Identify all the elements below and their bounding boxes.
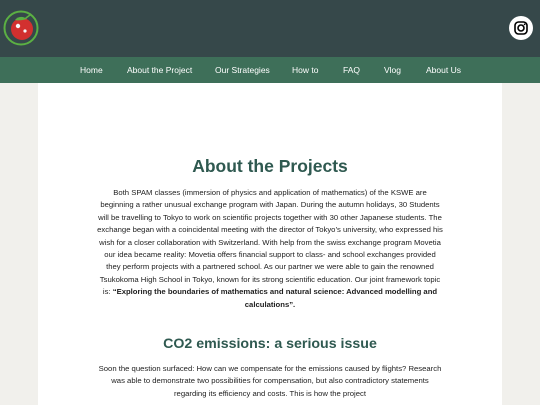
nav-item-home[interactable]: Home bbox=[80, 65, 103, 75]
main-nav bbox=[0, 57, 540, 83]
nav-item-faq[interactable]: FAQ bbox=[343, 65, 361, 75]
content-panel bbox=[38, 83, 502, 405]
instagram-icon[interactable] bbox=[509, 16, 533, 40]
nav-item-about-the-project[interactable]: About the Project bbox=[127, 65, 193, 75]
page-title: About the Projects bbox=[192, 156, 348, 176]
framework-topic: “Exploring the boundaries of mathematics and natural science: Advanced modelling and calculations”. bbox=[112, 287, 438, 309]
nav-item-how-to[interactable]: How to bbox=[292, 65, 319, 75]
nav-item-vlog[interactable]: Vlog bbox=[384, 65, 402, 75]
top-header bbox=[0, 0, 540, 57]
section-title: CO2 emissions: a serious issue bbox=[163, 336, 377, 352]
intro-text: Both SPAM classes (immersion of physics and application of mathematics) of the KSWE are beginning a rather unusual exchange program with Japan. During the autumn holidays, 30 Students will be travelling to Tokyo to work on scientific projects together with 30 other Japanese students. The exchange began with a coincidental meeting with the director of Tokyo’s university, who expressed his wish for a closer collaboration with Switzerland. With help from the swiss exchange program Movetia our idea became reality: Movetia offers financial support to class- and school exchanges provided they perform projects with a partnered school. As our partner we were able to gain the renowned Tsukokoma High School in Tokyo, known for its strong scientific education. Our joint framework topic is: bbox=[97, 188, 443, 297]
nav-item-our-strategies[interactable]: Our Strategies bbox=[215, 65, 270, 75]
section-paragraph: Soon the question surfaced: How can we compensate for the emissions caused by flights? Research was able to demonstrate two possibilities for compensation, but also contradictory statements regarding its efficiency and costs. This is how the project bbox=[98, 364, 442, 398]
intro-paragraph bbox=[96, 187, 444, 311]
nav-item-about-us[interactable]: About Us bbox=[426, 65, 461, 75]
tomato-logo-icon[interactable] bbox=[3, 10, 39, 46]
